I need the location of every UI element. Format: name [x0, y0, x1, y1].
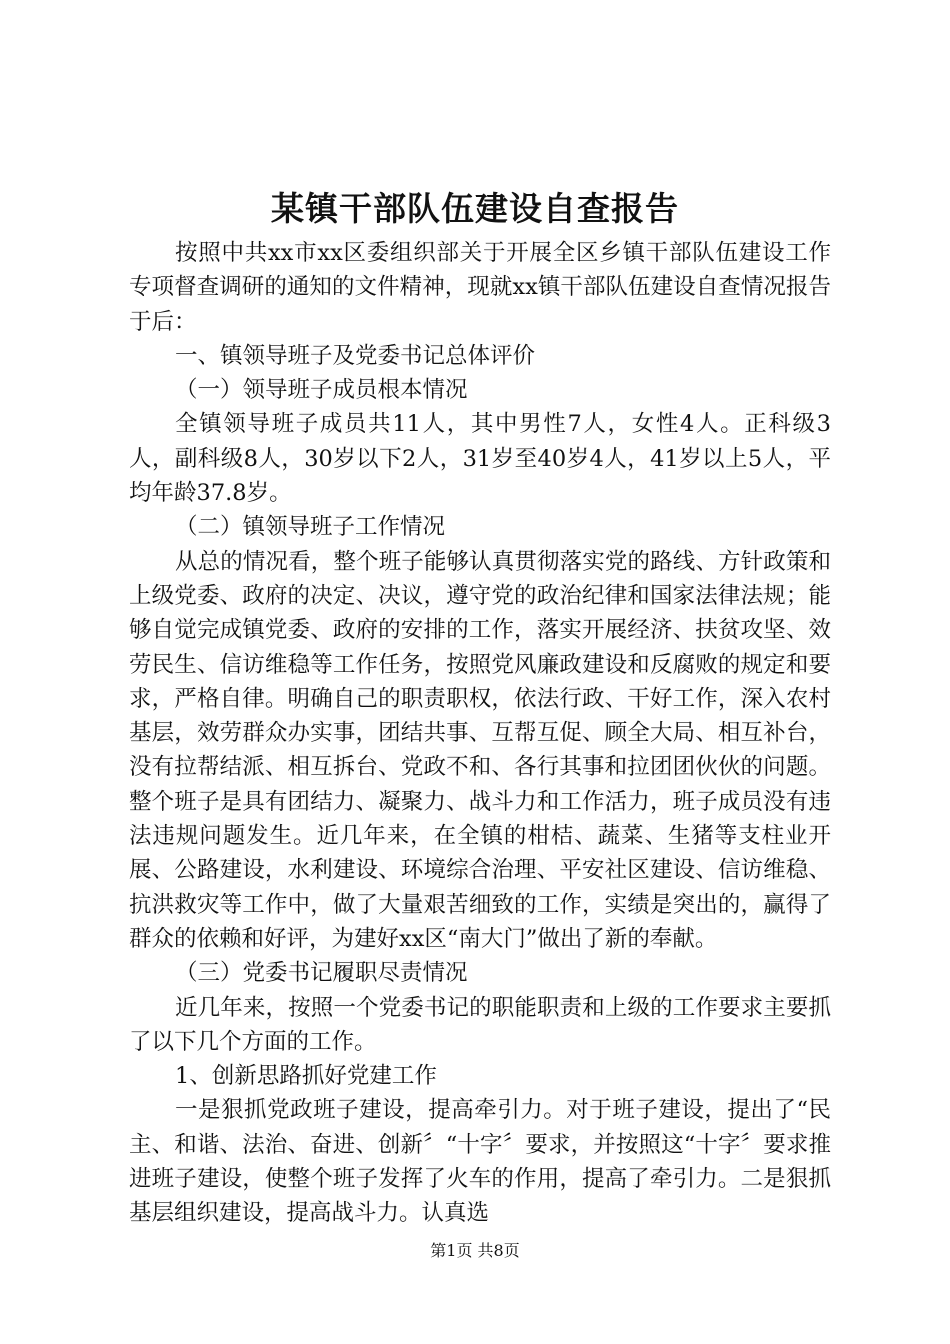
body-paragraph: 从总的情况看，整个班子能够认真贯彻落实党的路线、方针政策和上级党委、政府的决定、决议，遵守党的政治纪律和国家法律法规；能够自觉完成镇党委、政府的安排的工作，落实开展经济、扶贫攻坚、效劳民生、信访维稳等工作任务，按照党风廉政建设和反腐败的规定和要求，严格自律。明确自己的职责职权，依法行政、干好工作，深入农村基层，效劳群众办实事，团结共事、互帮互促、顾全大局、相互补台，没有拉帮结派、相互拆台、党政不和、各行其事和拉团团伙伙的问题。整个班子是具有团结力、凝聚力、战斗力和工作活力，班子成员没有违法违规问题发生。近几年来，在全镇的柑桔、蔬菜、生猪等支柱业开展、公路建设，水利建设、环境综合治理、平安社区建设、信访维稳、抗洪救灾等工作中，做了大量艰苦细致的工作，实绩是突出的，赢得了群众的依赖和好评，为建好xx区“南大门”做出了新的奉献。 — [129, 548, 831, 952]
body-paragraph: 全镇领导班子成员共11人，其中男性7人，女性4人。正科级3人，副科级8人，30岁以下2人，31岁至40岁4人，41岁以上5人，平均年龄37.8岁。 — [129, 411, 831, 507]
subsection-heading-1: （一）领导班子成员根本情况 — [175, 377, 468, 404]
subsection-heading-3: （三）党委书记履职尽责情况 — [175, 960, 468, 987]
page-footer: 第1页 共8页 — [430, 1241, 520, 1260]
body-paragraph: 近几年来，按照一个党委书记的职能职责和上级的工作要求主要抓了以下几个方面的工作。 — [129, 994, 831, 1055]
document-title: 某镇干部队伍建设自查报告 — [271, 189, 679, 228]
section-heading-1: 一、镇领导班子及党委书记总体评价 — [175, 342, 536, 369]
subsection-heading-2: （二）镇领导班子工作情况 — [175, 514, 446, 541]
intro-paragraph: 按照中共xx市xx区委组织部关于开展全区乡镇干部队伍建设工作专项督查调研的通知的文件精神，现就xx镇干部队伍建设自查情况报告于后： — [129, 240, 831, 335]
body-paragraph: 一是狠抓党政班子建设，提高牵引力。对于班子建设，提出了“民主、和谐、法治、奋进、创新〞“十字〞要求，并按照这“十字〞要求推进班子建设，使整个班子发挥了火车的作用，提高了牵引力。二是狠抓基层组织建设，提高战斗力。认真选 — [129, 1097, 831, 1227]
item-heading-1: 1、创新思路抓好党建工作 — [175, 1063, 437, 1090]
document-body — [129, 236, 831, 1231]
